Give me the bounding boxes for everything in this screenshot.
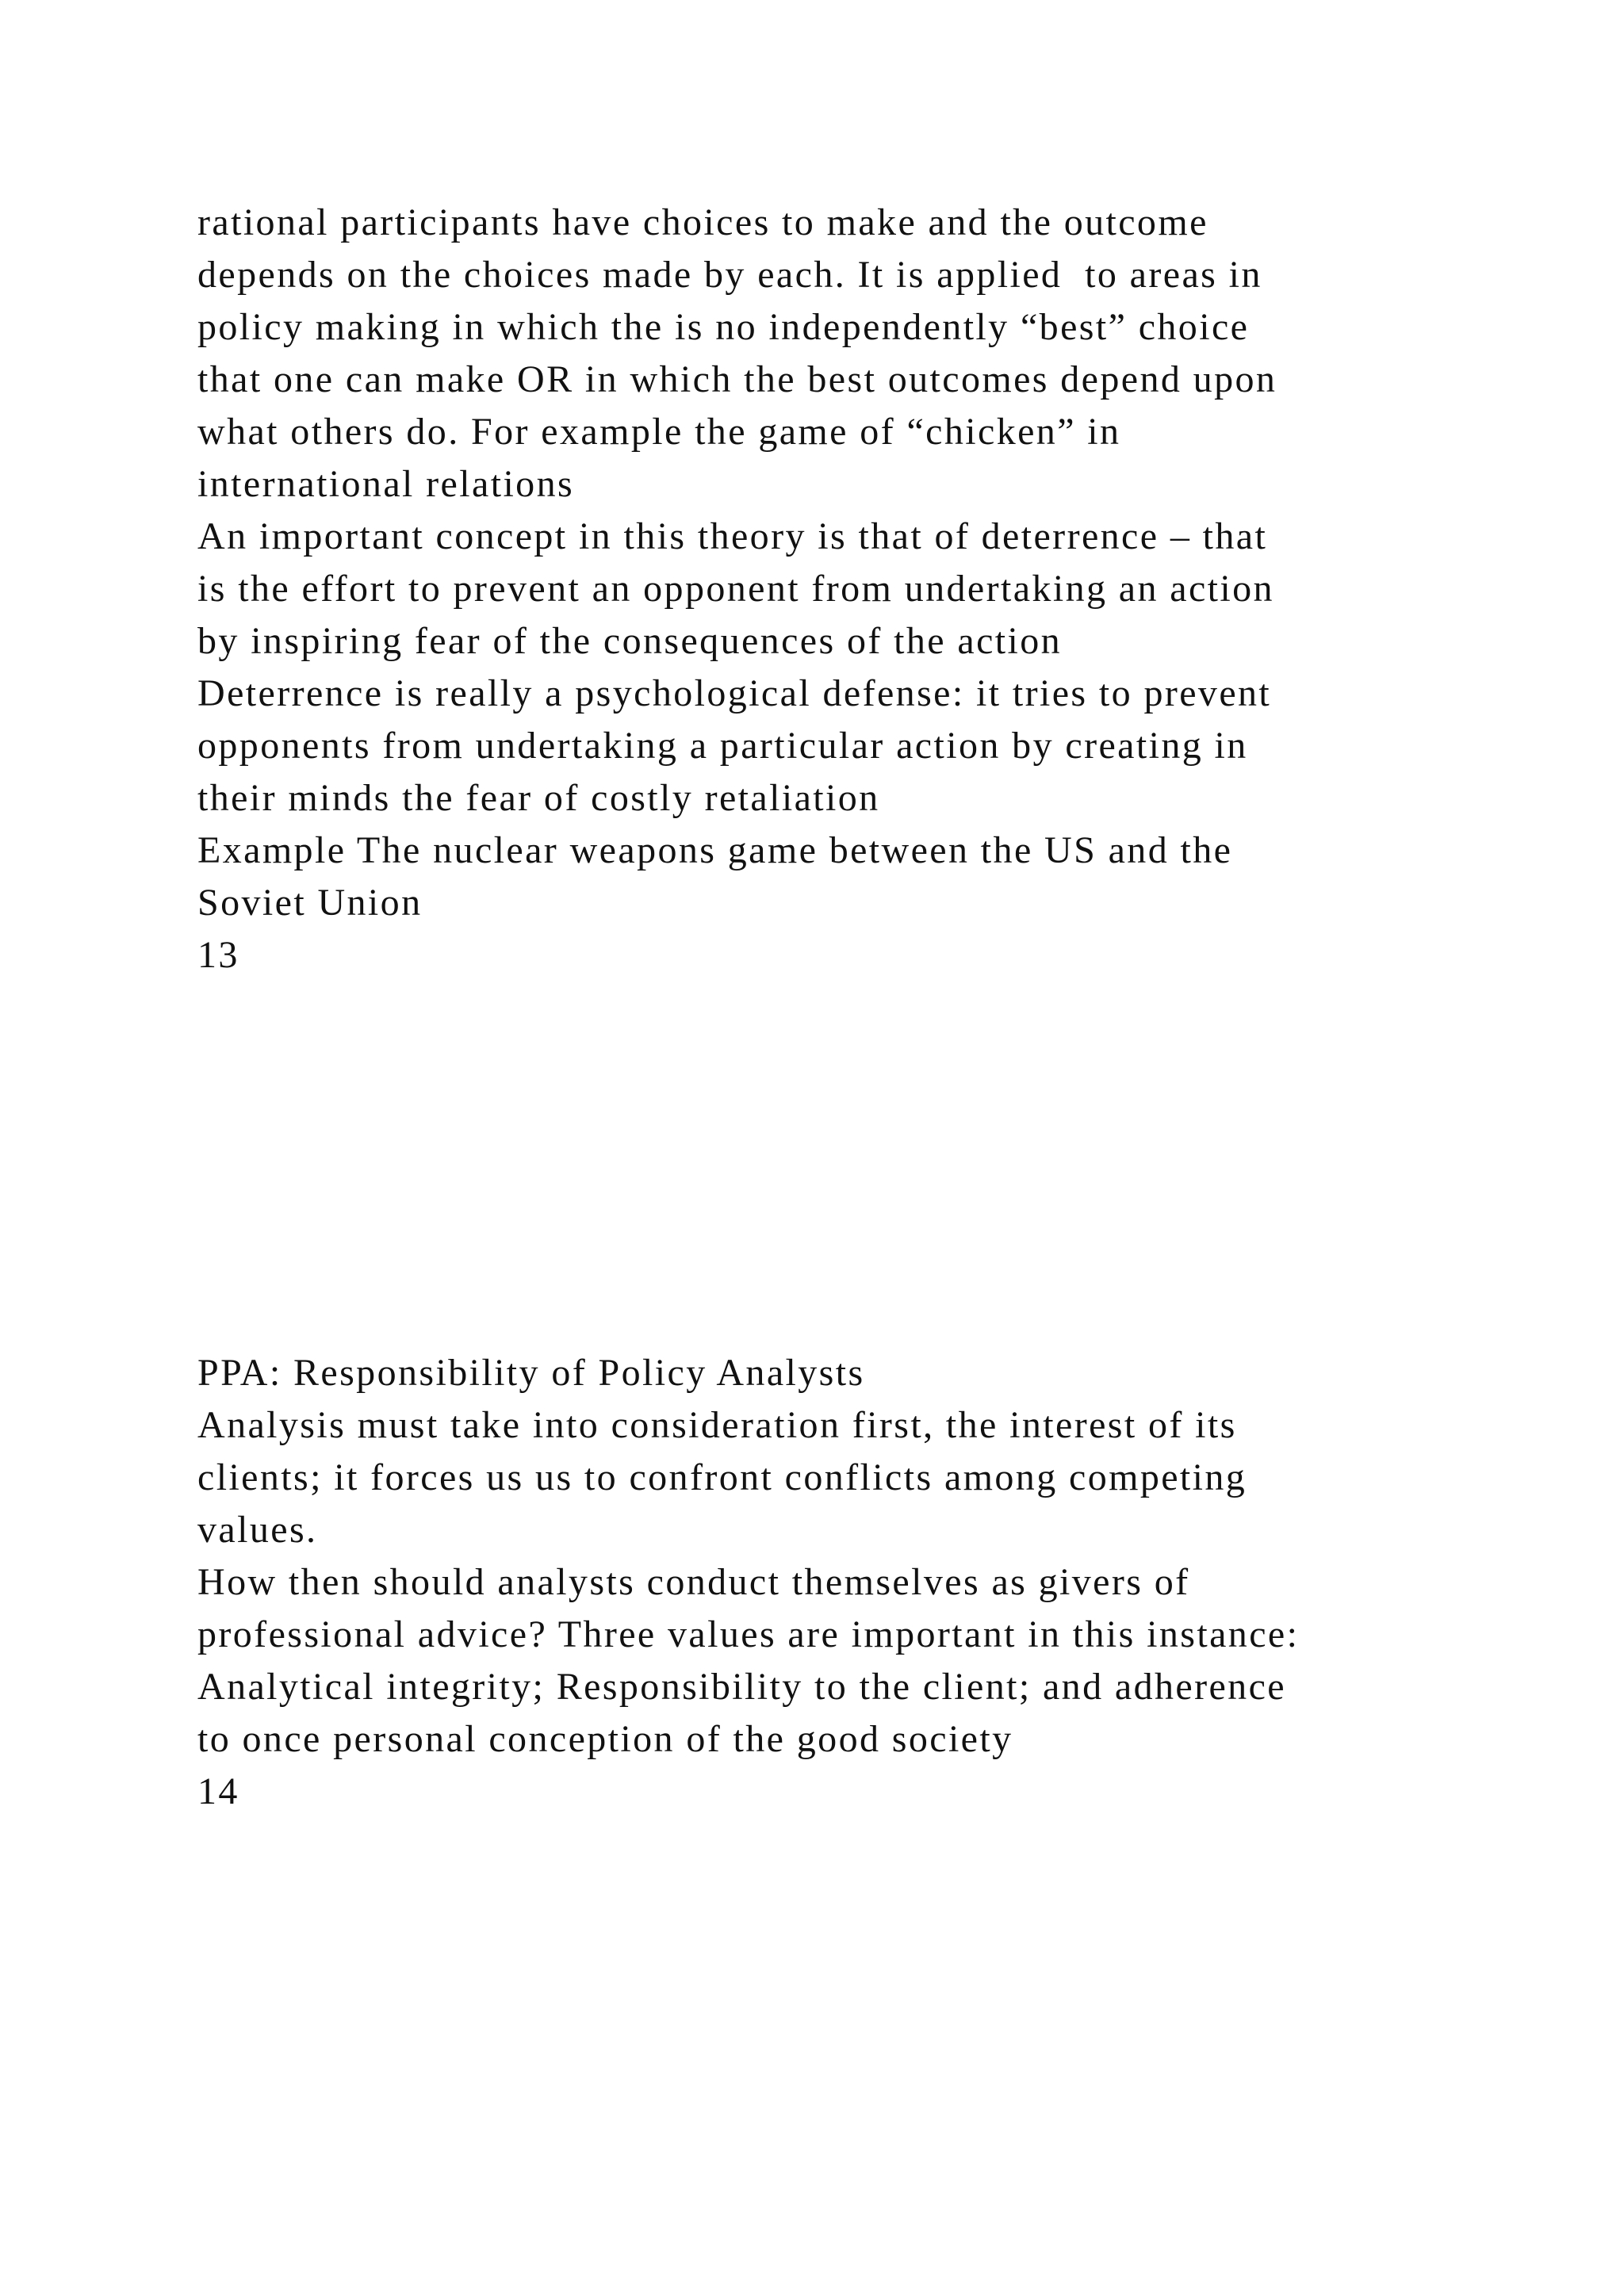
body-line: values. (197, 1509, 318, 1551)
section-responsibility (197, 1347, 1506, 1818)
body-line: their minds the fear of costly retaliation (197, 777, 880, 819)
body-line: opponents from undertaking a particular action by creating in (197, 725, 1248, 767)
page-number: 14 (197, 1770, 239, 1812)
body-line: by inspiring fear of the consequences of the action (197, 620, 1063, 662)
body-line: rational participants have choices to make and the outcome (197, 201, 1208, 243)
body-line: policy making in which the is no independently “best” choice (197, 306, 1250, 348)
body-line: Soviet Union (197, 882, 423, 924)
body-line: professional advice? Three values are important in this instance: (197, 1613, 1300, 1655)
section-game-theory (197, 197, 1506, 982)
body-line: is the effort to prevent an opponent from undertaking an action (197, 568, 1274, 610)
body-line: Example The nuclear weapons game between the US and the (197, 829, 1233, 871)
body-line: international relations (197, 463, 575, 505)
body-line: to once personal conception of the good society (197, 1718, 1013, 1760)
body-line: How then should analysts conduct themselves as givers of (197, 1561, 1190, 1603)
section-heading: PPA: Responsibility of Policy Analysts (197, 1352, 865, 1394)
body-line: that one can make OR in which the best outcomes depend upon (197, 358, 1277, 400)
body-line: Analytical integrity; Responsibility to the client; and adherence (197, 1666, 1286, 1708)
body-line: An important concept in this theory is that of deterrence – that (197, 515, 1268, 557)
body-line: clients; it forces us us to confront conflicts among competing (197, 1456, 1247, 1498)
body-line: Deterrence is really a psychological defense: it tries to prevent (197, 672, 1272, 714)
page-number: 13 (197, 934, 239, 976)
body-line: Analysis must take into consideration first, the interest of its (197, 1404, 1237, 1446)
body-line: what others do. For example the game of “chicken” in (197, 411, 1121, 453)
body-line: depends on the choices made by each. It is applied to areas in (197, 254, 1262, 296)
